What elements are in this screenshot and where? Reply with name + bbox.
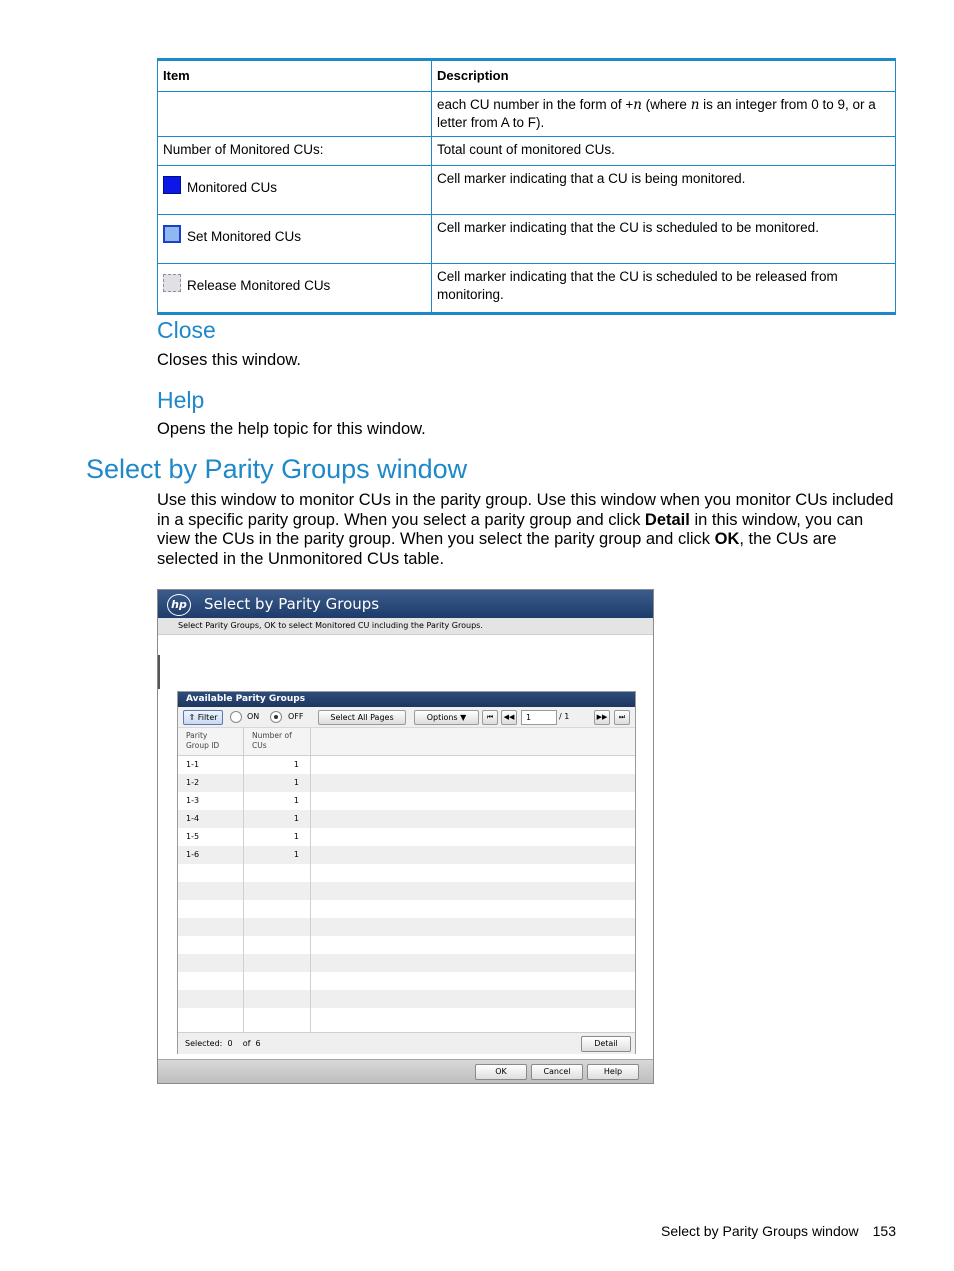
dialog-title: Select by Parity Groups xyxy=(204,595,380,613)
parity-group-id-cell: 1-4 xyxy=(186,814,200,823)
set-monitored-marker-icon xyxy=(163,225,181,243)
row-monitored-cus-desc: Cell marker indicating that a CU is being monitored. xyxy=(432,166,896,215)
row-set-monitored-item: Set Monitored CUs xyxy=(158,215,432,264)
dialog-title-bar xyxy=(158,590,653,618)
monitored-marker-icon xyxy=(163,176,181,194)
detail-button[interactable]: Detail xyxy=(581,1036,631,1052)
panel-footer xyxy=(178,1032,635,1054)
table-row[interactable] xyxy=(178,828,635,846)
filter-off-label: OFF xyxy=(288,712,304,721)
parity-group-id-cell: 1-1 xyxy=(186,760,200,769)
dialog-screenshot xyxy=(157,589,654,1084)
empty-table-row xyxy=(178,936,635,954)
filter-on-radio[interactable] xyxy=(230,711,242,723)
column-divider xyxy=(243,728,244,1032)
left-edge-marker xyxy=(158,655,160,689)
empty-table-row xyxy=(178,954,635,972)
section-paragraph: Use this window to monitor CUs in the parity group. Use this window when you monitor CUs included in a specific parity group. When you select a parity group and click Detail in this window, you can view the CUs in the parity group. When you select the parity group and click OK, the CUs are selected in the Unmonitored CUs table. xyxy=(157,491,894,568)
table-row[interactable] xyxy=(178,774,635,792)
selected-summary: Selected: 0 of 6 xyxy=(185,1039,261,1048)
cancel-button[interactable]: Cancel xyxy=(531,1064,583,1080)
page-total: / 1 xyxy=(559,712,570,721)
last-page-icon[interactable]: ⏭ xyxy=(614,710,630,725)
empty-table-row xyxy=(178,1008,635,1026)
dialog-instruction: Select Parity Groups, OK to select Monitored CU including the Parity Groups. xyxy=(158,618,653,635)
empty-table-row xyxy=(178,900,635,918)
help-button[interactable]: Help xyxy=(587,1064,639,1080)
empty-table-row xyxy=(178,990,635,1008)
first-page-icon[interactable]: ⏮ xyxy=(482,710,498,725)
row-release-monitored-desc: Cell marker indicating that the CU is scheduled to be released from monitoring. xyxy=(432,264,896,314)
number-of-cus-cell: 1 xyxy=(293,796,299,805)
filter-off-radio[interactable] xyxy=(270,711,282,723)
available-parity-groups-panel xyxy=(177,691,636,1054)
filter-on-label: ON xyxy=(247,712,260,721)
section-title: Select by Parity Groups window xyxy=(86,454,468,484)
options-dropdown[interactable]: Options ▼ xyxy=(414,710,479,725)
empty-table-row xyxy=(178,972,635,990)
close-text: Closes this window. xyxy=(157,351,301,369)
column-header-parity-group-id[interactable]: Parity Group ID xyxy=(186,731,220,750)
item-description-table xyxy=(157,58,896,315)
page-number: 153 xyxy=(872,1223,896,1239)
grid-header xyxy=(178,728,635,756)
column-divider xyxy=(310,728,311,1032)
parity-group-id-cell: 1-3 xyxy=(186,796,200,805)
table-row[interactable] xyxy=(178,846,635,864)
page-number-input[interactable]: 1 xyxy=(521,710,557,725)
row-monitored-count-desc: Total count of monitored CUs. xyxy=(432,137,896,166)
row-cu-number-desc: each CU number in the form of +n (where n is an integer from 0 to 9, or a letter from A to F). xyxy=(432,92,896,137)
empty-table-row xyxy=(178,918,635,936)
number-of-cus-cell: 1 xyxy=(293,778,299,787)
table-row[interactable] xyxy=(178,756,635,774)
hp-logo-icon: hp xyxy=(167,594,191,616)
grid-body xyxy=(178,756,635,1026)
empty-table-row xyxy=(178,864,635,882)
next-page-icon[interactable]: ▶▶ xyxy=(594,710,610,725)
close-heading: Close xyxy=(157,317,216,343)
parity-groups-grid xyxy=(178,728,635,1026)
column-header-number-of-cus[interactable]: Number of CUs xyxy=(252,731,292,750)
parity-group-id-cell: 1-2 xyxy=(186,778,200,787)
row-monitored-cus-item: Monitored CUs xyxy=(158,166,432,215)
table-row[interactable] xyxy=(178,810,635,828)
row-monitored-count-item: Number of Monitored CUs: xyxy=(158,137,432,166)
panel-title: Available Parity Groups xyxy=(178,692,635,707)
header-description: Description xyxy=(432,60,896,92)
parity-group-id-cell: 1-5 xyxy=(186,832,200,841)
help-text: Opens the help topic for this window. xyxy=(157,420,426,438)
row-cu-number-item xyxy=(158,92,432,137)
parity-group-id-cell: 1-6 xyxy=(186,850,200,859)
table-row[interactable] xyxy=(178,792,635,810)
footer-title: Select by Parity Groups window xyxy=(661,1223,859,1239)
number-of-cus-cell: 1 xyxy=(293,814,299,823)
release-monitored-marker-icon xyxy=(163,274,181,292)
select-all-pages-button[interactable]: Select All Pages xyxy=(318,710,406,725)
row-release-monitored-item: Release Monitored CUs xyxy=(158,264,432,314)
dialog-button-bar xyxy=(158,1059,653,1084)
number-of-cus-cell: 1 xyxy=(293,832,299,841)
number-of-cus-cell: 1 xyxy=(293,760,299,769)
header-item: Item xyxy=(158,60,432,92)
previous-page-icon[interactable]: ◀◀ xyxy=(501,710,517,725)
filter-chevron-icon: ⇑ xyxy=(188,713,198,722)
help-heading: Help xyxy=(157,387,205,413)
number-of-cus-cell: 1 xyxy=(293,850,299,859)
row-set-monitored-desc: Cell marker indicating that the CU is scheduled to be monitored. xyxy=(432,215,896,264)
panel-toolbar xyxy=(178,707,635,728)
page-footer xyxy=(647,1223,896,1239)
ok-button[interactable]: OK xyxy=(475,1064,527,1080)
filter-button[interactable]: ⇑ Filter xyxy=(183,710,223,725)
empty-table-row xyxy=(178,882,635,900)
